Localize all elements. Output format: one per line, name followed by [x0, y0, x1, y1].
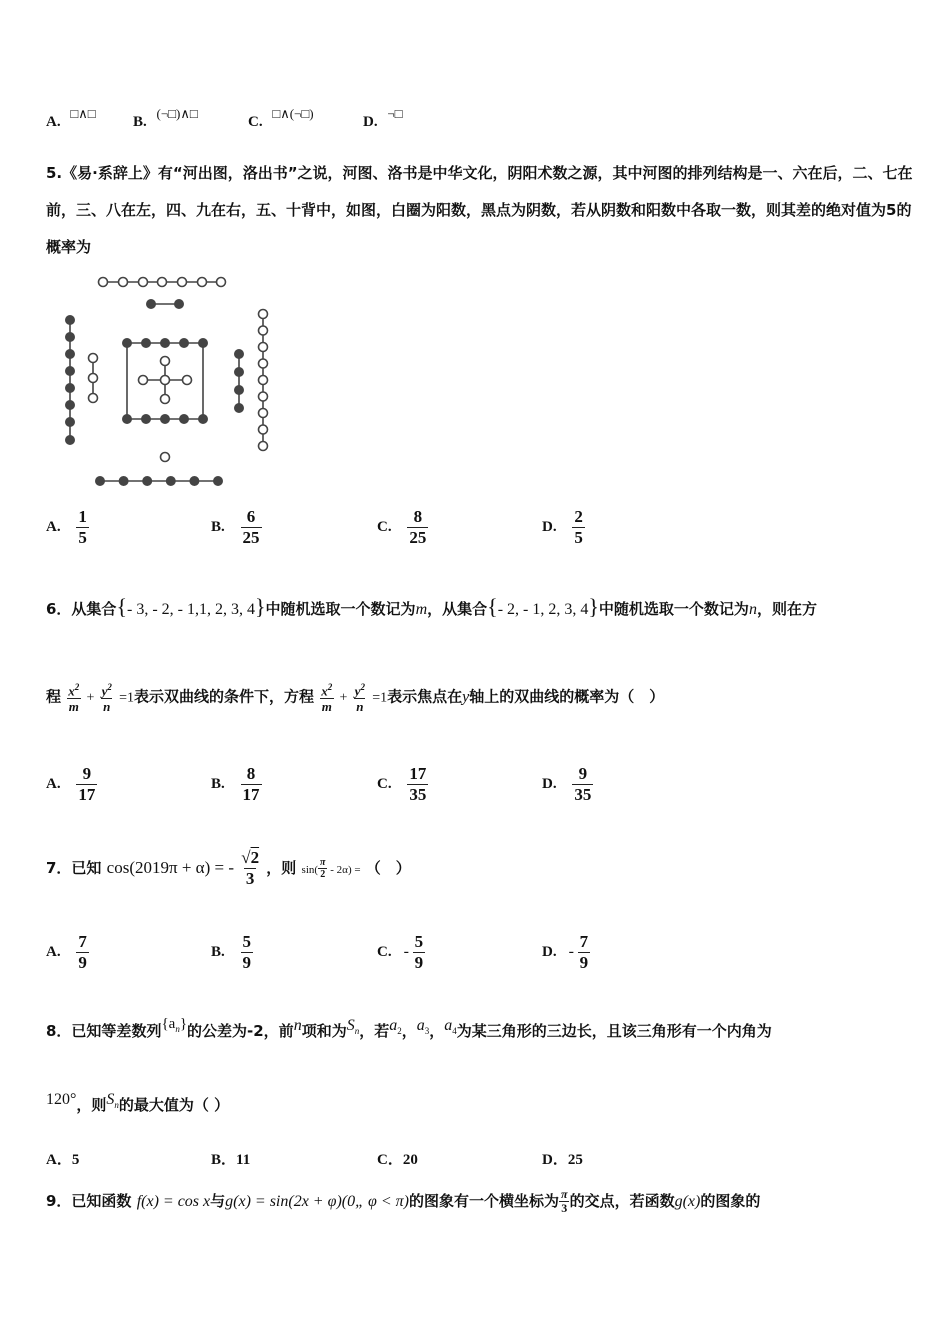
q6-option-c: C. $\frac{17}{35}$ [377, 764, 427, 804]
q5-option-c: C. $\frac{8}{25}$ [377, 507, 427, 547]
fraction: $\frac{5}{9}$ [414, 932, 424, 972]
q5-question-text: 5.《易·系辞上》有“河出图，洛出书”之说，河图、洛书是中华文化，阴阳术数之源，其中河图的排列结构是一、六在后，二、七在前，三、八在左，四、九在右，五、十背中，如图，白圈为阳数，黑点为阴数，若从阴数和阳数中各取一数，则其差的绝对值为5的概率为 [46, 164, 913, 256]
hetu-diagram [55, 270, 285, 495]
fraction: $\frac{6}{25}$ [242, 507, 260, 547]
q8-option-a: A．5 [46, 1152, 80, 1168]
q4-option-a: A. □∧□ [46, 106, 96, 130]
fraction: $\frac{x^2}{m}$ [68, 682, 80, 715]
fraction: $\frac{\pi}{2}$ [320, 857, 326, 880]
fraction: $\frac{8}{25}$ [409, 507, 427, 547]
q7-question: 7．已知 cos(2019π + α) = - $\frac{√2}{3}$ ，则 sin( $\frac{\pi}{2}$ - 2α) = （ ） [46, 848, 411, 888]
q8-option-d: D．25 [542, 1152, 583, 1168]
q9-question: 9．已知函数 f(x) = cos x与g(x) = sin(2x + φ)(0„ φ < π)的图象有一个横坐标为 $\frac{\pi}{3}$ 的交点，若函数g(x)的图象的 [46, 1187, 761, 1215]
q8-line-2: 120°，则$S_n$的最大值为（ ） [46, 1091, 230, 1114]
fraction: $\frac{x^2}{m}$ [321, 682, 333, 715]
q7-option-a: A. $\frac{7}{9}$ [46, 932, 87, 972]
q5-option-b: B. $\frac{6}{25}$ [211, 507, 260, 547]
q8-option-b: B．11 [211, 1152, 251, 1168]
fraction: $\frac{7}{9}$ [579, 932, 589, 972]
fraction: $\frac{9}{35}$ [574, 764, 592, 804]
q6-option-a: A. $\frac{9}{17}$ [46, 764, 96, 804]
fraction: $\frac{9}{17}$ [78, 764, 96, 804]
fraction: $\frac{\pi}{3}$ [561, 1187, 568, 1215]
q6-option-d: D. $\frac{9}{35}$ [542, 764, 592, 804]
fraction: $\frac{y^2}{n}$ [101, 682, 112, 715]
q8-option-c: C．20 [377, 1152, 418, 1168]
q7-option-c: C. - $\frac{5}{9}$ [377, 932, 424, 972]
q4-option-d: D. ¬□ [363, 106, 403, 130]
q4-option-c: C. □∧(¬□) [248, 106, 314, 130]
fraction: $\frac{7}{9}$ [78, 932, 87, 972]
fraction: $\frac{17}{35}$ [409, 764, 427, 804]
fraction: $\frac{5}{9}$ [242, 932, 252, 972]
fraction: $\frac{√2}{3}$ [241, 848, 260, 888]
q6-option-b: B. $\frac{8}{17}$ [211, 764, 260, 804]
fraction: $\frac{1}{5}$ [78, 507, 87, 547]
q4-option-b: B. (¬□)∧□ [133, 106, 198, 130]
fraction: $\frac{y^2}{n}$ [354, 682, 365, 715]
fraction: $\frac{2}{5}$ [574, 507, 583, 547]
q7-option-b: B. $\frac{5}{9}$ [211, 932, 252, 972]
fraction: $\frac{8}{17}$ [242, 764, 260, 804]
q5-option-d: D. $\frac{2}{5}$ [542, 507, 583, 547]
q8-line-1: 8．已知等差数列$\{a_n\}$的公差为-2，前n项和为$S_n$，若$a_2$，$a_3$，$a_4$为某三角形的三边长，且该三角形有一个内角为 [46, 1016, 772, 1040]
q6-line-1: 6．从集合{- 3, - 2, - 1,1, 2, 3, 4}中随机选取一个数记为m，从集合{- 2, - 1, 2, 3, 4}中随机选取一个数记为n，则在方 [46, 594, 817, 619]
q7-option-d: D. - $\frac{7}{9}$ [542, 932, 589, 972]
q5-option-a: A. $\frac{1}{5}$ [46, 507, 87, 547]
q6-line-2: 程 $\frac{x^2}{m}$ + $\frac{y^2}{n}$ =1表示双曲线的条件下，方程 $\frac{x^2}{m}$ + $\frac{y^2}{n}$ =1表示焦点在y轴上的双曲线的概率为（ ） [46, 682, 665, 715]
